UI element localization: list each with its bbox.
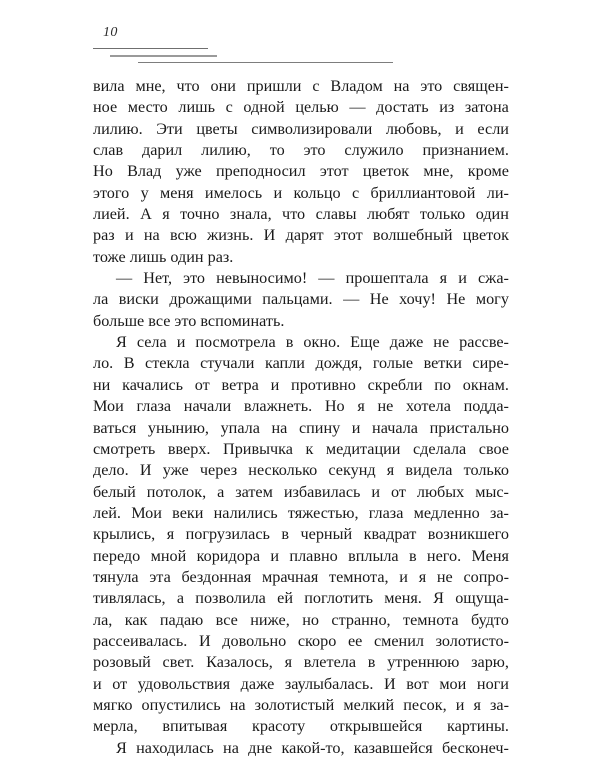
text-run: а bbox=[176, 589, 185, 608]
text-run: символизировали bbox=[251, 119, 373, 138]
text-run: мыс- bbox=[475, 482, 509, 501]
text-run: лей. bbox=[93, 503, 121, 522]
text-line bbox=[93, 610, 509, 631]
text-run: хочу! bbox=[399, 290, 436, 309]
text-run: Не bbox=[446, 290, 466, 309]
text-run: и bbox=[351, 418, 361, 437]
text-line bbox=[93, 695, 509, 716]
text-run: стекла bbox=[145, 354, 190, 373]
text-run: на bbox=[143, 226, 160, 245]
text-run: видела bbox=[405, 461, 453, 480]
text-run: мерла, bbox=[93, 717, 138, 736]
text-run: бездонная bbox=[181, 567, 252, 586]
text-run: как bbox=[124, 610, 148, 629]
text-line bbox=[93, 396, 509, 417]
text-run: погрузилась bbox=[185, 525, 270, 544]
text-run: за- bbox=[489, 503, 509, 522]
text-run: поглотить bbox=[304, 589, 373, 608]
text-run: И bbox=[139, 461, 152, 480]
text-run: веки bbox=[172, 503, 204, 522]
text-run: ла bbox=[93, 290, 109, 309]
text-run: Мои bbox=[131, 503, 162, 522]
text-run: я bbox=[284, 653, 293, 672]
text-run: глаза bbox=[368, 503, 404, 522]
text-run: имелось bbox=[204, 183, 263, 202]
text-run: мне, bbox=[135, 77, 166, 95]
text-run: дарил bbox=[142, 141, 183, 160]
header-rule-middle bbox=[110, 55, 217, 57]
text-run: на bbox=[229, 695, 246, 714]
text-run: окнам. bbox=[462, 375, 509, 394]
text-run: это bbox=[303, 141, 326, 160]
text-run: И bbox=[198, 631, 211, 650]
text-run: И bbox=[263, 226, 276, 245]
text-run: заулыбалась. bbox=[284, 674, 374, 693]
text-run: я bbox=[166, 525, 175, 544]
text-run: ли- bbox=[486, 183, 509, 202]
text-run: уже bbox=[175, 162, 202, 181]
text-run: розовый bbox=[93, 653, 151, 672]
page-number: 10 bbox=[103, 25, 118, 40]
text-run: свое bbox=[478, 439, 509, 458]
text-run: ветки bbox=[423, 354, 462, 373]
text-run: в bbox=[367, 653, 376, 672]
text-run: и bbox=[399, 567, 408, 586]
text-run: потолок, bbox=[146, 482, 207, 501]
text-run: медленно bbox=[413, 503, 480, 522]
text-run: смотреть bbox=[93, 439, 156, 458]
text-run: все bbox=[215, 610, 238, 629]
text-run: от bbox=[194, 375, 210, 394]
text-run: этого bbox=[93, 183, 130, 202]
text-run: Влад bbox=[127, 162, 162, 181]
text-run: Нет, bbox=[143, 269, 173, 288]
text-run: довольно bbox=[222, 631, 287, 650]
text-run: дне bbox=[248, 738, 273, 757]
text-line bbox=[93, 311, 509, 332]
text-run: квадрат bbox=[363, 525, 417, 544]
text-run: место bbox=[127, 98, 168, 117]
text-line bbox=[93, 546, 509, 567]
text-run: Казалось, bbox=[206, 653, 273, 672]
text-run: больше все это вспоминать. bbox=[93, 311, 285, 330]
text-run: него. bbox=[426, 546, 462, 565]
text-run: слав bbox=[93, 141, 124, 160]
text-run: любых bbox=[416, 482, 465, 501]
text-run: любовь, bbox=[385, 119, 442, 138]
text-run: секунд bbox=[328, 461, 376, 480]
text-run: странно, bbox=[331, 610, 391, 629]
text-run: — bbox=[116, 269, 133, 288]
text-run: опустились bbox=[141, 695, 221, 714]
text-run: меня. bbox=[384, 589, 422, 608]
text-run: Я bbox=[433, 589, 444, 608]
text-run: даже bbox=[389, 333, 424, 352]
text-line bbox=[93, 482, 509, 503]
text-run: я bbox=[418, 567, 427, 586]
text-run: пристально bbox=[429, 418, 509, 437]
text-run: мягко bbox=[93, 695, 133, 714]
text-run: падаю bbox=[159, 610, 204, 629]
header-rule-bottom bbox=[138, 62, 393, 63]
text-run: дело. bbox=[93, 461, 129, 480]
text-run: налились bbox=[213, 503, 278, 522]
text-run: Мои bbox=[93, 397, 124, 416]
page-header bbox=[93, 24, 508, 68]
text-run: картины. bbox=[446, 717, 509, 736]
text-run: сире- bbox=[472, 354, 509, 373]
text-run: дождя, bbox=[315, 354, 363, 373]
text-run: позволила bbox=[195, 589, 266, 608]
text-line bbox=[93, 353, 509, 374]
text-line bbox=[93, 97, 509, 118]
text-run: и bbox=[270, 375, 280, 394]
text-run: это bbox=[420, 77, 443, 95]
text-run: медитации bbox=[325, 439, 401, 458]
text-run: только bbox=[419, 205, 466, 224]
text-run: В bbox=[123, 354, 135, 373]
text-run: влажнеть. bbox=[243, 397, 313, 416]
text-run: точно bbox=[180, 205, 220, 224]
text-run: Меня bbox=[471, 546, 509, 565]
text-run: дарят bbox=[285, 226, 324, 245]
text-run: — bbox=[349, 98, 366, 117]
text-run: и bbox=[455, 695, 465, 714]
text-run: и bbox=[371, 482, 381, 501]
text-line bbox=[93, 567, 509, 588]
text-line bbox=[93, 225, 509, 246]
text-run: черный bbox=[300, 525, 353, 544]
text-run: села bbox=[136, 333, 167, 352]
paragraph bbox=[93, 738, 509, 759]
text-run: могу bbox=[475, 290, 509, 309]
text-run: знала, bbox=[229, 205, 272, 224]
text-run: затона bbox=[464, 98, 509, 117]
text-run: что bbox=[282, 205, 306, 224]
text-run: стучали bbox=[200, 354, 255, 373]
text-line bbox=[93, 268, 509, 289]
text-run: капли bbox=[264, 354, 305, 373]
text-run: уже bbox=[162, 461, 189, 480]
text-run: избавилась bbox=[283, 482, 361, 501]
text-run: признанием. bbox=[422, 141, 509, 160]
text-run: ей bbox=[277, 589, 293, 608]
text-run: темнота, bbox=[329, 567, 389, 586]
text-run: ла, bbox=[93, 610, 113, 629]
text-run: Но bbox=[324, 397, 345, 416]
text-run: меня bbox=[160, 183, 194, 202]
text-run: тоже лишь один раз. bbox=[93, 247, 234, 266]
text-run: славы bbox=[315, 205, 357, 224]
text-run: какой-то, bbox=[281, 738, 345, 757]
text-run: вила bbox=[93, 77, 125, 95]
text-run: целью bbox=[295, 98, 339, 117]
text-run: то bbox=[269, 141, 285, 160]
text-run: коридора bbox=[196, 546, 261, 565]
text-run: преподносил bbox=[215, 162, 306, 181]
text-run: мелкий bbox=[343, 695, 395, 714]
text-run: начала bbox=[372, 418, 418, 437]
text-run: качались bbox=[122, 375, 184, 394]
text-run: И bbox=[383, 674, 396, 693]
text-run: я bbox=[162, 205, 170, 224]
text-run: золотистый bbox=[254, 695, 335, 714]
text-run: Я bbox=[116, 738, 127, 757]
text-run: это bbox=[183, 269, 206, 288]
text-line bbox=[93, 289, 509, 310]
text-line bbox=[93, 119, 509, 140]
text-run: если bbox=[477, 119, 509, 138]
text-line bbox=[93, 183, 509, 204]
paragraph bbox=[93, 332, 509, 738]
text-run: пришли bbox=[246, 77, 302, 95]
text-run: я bbox=[357, 397, 365, 416]
text-run: окно. bbox=[303, 333, 341, 352]
text-line bbox=[93, 524, 509, 545]
text-run: сжа- bbox=[477, 269, 509, 288]
text-run: спину bbox=[298, 418, 341, 437]
text-run: песок, bbox=[403, 695, 447, 714]
text-run: бриллиантовой bbox=[370, 183, 476, 202]
text-line bbox=[93, 439, 509, 460]
text-run: мои bbox=[439, 674, 467, 693]
paragraph bbox=[93, 76, 509, 268]
text-line bbox=[93, 161, 509, 182]
text-run: Привычка bbox=[223, 439, 293, 458]
text-run: хотела bbox=[406, 397, 451, 416]
text-run: священ- bbox=[453, 77, 509, 95]
text-run: подда- bbox=[463, 397, 509, 416]
text-line bbox=[93, 503, 509, 524]
text-line bbox=[93, 652, 509, 673]
text-run: от bbox=[390, 482, 406, 501]
text-run: Еще bbox=[350, 333, 380, 352]
text-run: не bbox=[433, 333, 450, 352]
text-run: но bbox=[302, 610, 319, 629]
page-body-text bbox=[93, 76, 509, 759]
text-run: один bbox=[475, 205, 509, 224]
text-line bbox=[93, 76, 509, 97]
text-run: у bbox=[140, 183, 149, 202]
text-run: мрачная bbox=[261, 567, 319, 586]
text-run: лией. bbox=[93, 205, 130, 224]
text-line bbox=[93, 674, 509, 695]
text-run: скребли bbox=[367, 375, 423, 394]
text-run: служило bbox=[344, 141, 404, 160]
text-run: и bbox=[176, 333, 186, 352]
text-run: к bbox=[305, 439, 314, 458]
text-run: одной bbox=[243, 98, 285, 117]
text-run: я bbox=[386, 461, 395, 480]
paragraph bbox=[93, 268, 509, 332]
text-run: в bbox=[408, 546, 417, 565]
text-run: ветра bbox=[221, 375, 259, 394]
text-run: раз bbox=[93, 226, 115, 245]
text-line bbox=[93, 140, 509, 161]
text-run: затем bbox=[235, 482, 273, 501]
text-run: только bbox=[463, 461, 509, 480]
text-run: даже bbox=[240, 674, 275, 693]
text-run: цветы bbox=[196, 119, 238, 138]
text-run: на bbox=[393, 77, 410, 95]
text-run: на bbox=[271, 418, 288, 437]
text-run: упала bbox=[220, 418, 260, 437]
text-line bbox=[93, 631, 509, 652]
text-line bbox=[93, 738, 509, 759]
text-run: вплыла bbox=[348, 546, 399, 565]
text-run: впитывая bbox=[162, 717, 228, 736]
text-run: золотисто- bbox=[435, 631, 509, 650]
text-run: кольцо bbox=[293, 183, 341, 202]
text-line bbox=[93, 716, 509, 737]
text-run: плавно bbox=[289, 546, 338, 565]
text-run: бесконеч- bbox=[442, 738, 509, 757]
text-run: сменил bbox=[373, 631, 424, 650]
text-run: Я bbox=[116, 333, 127, 352]
text-run: утреннюю bbox=[387, 653, 460, 672]
text-run: ло. bbox=[93, 354, 114, 373]
text-run: с bbox=[225, 98, 233, 117]
text-run: влетела bbox=[303, 653, 357, 672]
text-run: и bbox=[455, 119, 464, 138]
text-run: Не bbox=[369, 290, 389, 309]
text-run: начали bbox=[183, 397, 232, 416]
text-run: не bbox=[377, 397, 394, 416]
text-run: виски bbox=[118, 290, 159, 309]
text-run: сопро- bbox=[463, 567, 509, 586]
text-run: передо bbox=[93, 546, 141, 565]
text-run: а bbox=[217, 482, 225, 501]
text-run: дрожащими bbox=[169, 290, 252, 309]
text-run: Но bbox=[93, 162, 113, 181]
text-run: ни bbox=[93, 375, 111, 394]
text-line bbox=[93, 460, 509, 481]
text-run: жизнь. bbox=[207, 226, 254, 245]
text-run: мне, bbox=[423, 162, 454, 181]
text-run: по bbox=[434, 375, 452, 394]
text-run: с bbox=[312, 77, 320, 95]
text-run: на bbox=[223, 738, 239, 757]
text-run: я bbox=[439, 269, 448, 288]
text-run: возникшего bbox=[427, 525, 509, 544]
text-line bbox=[93, 204, 509, 225]
text-run: лилию, bbox=[201, 141, 251, 160]
header-rule-top bbox=[93, 48, 208, 49]
text-run: А bbox=[140, 205, 152, 224]
text-run: и bbox=[458, 269, 467, 288]
text-run: несколько bbox=[248, 461, 318, 480]
text-run: будто bbox=[471, 610, 509, 629]
text-line bbox=[93, 375, 509, 396]
text-line bbox=[93, 332, 509, 353]
text-run: зарю, bbox=[471, 653, 509, 672]
text-run: кроме bbox=[467, 162, 509, 181]
text-run: Эти bbox=[156, 119, 183, 138]
text-run: с bbox=[351, 183, 360, 202]
text-run: в bbox=[281, 525, 290, 544]
text-run: достать bbox=[376, 98, 429, 117]
text-run: сделала bbox=[412, 439, 467, 458]
text-run: через bbox=[199, 461, 238, 480]
text-run: ниже, bbox=[250, 610, 290, 629]
text-run: лишь bbox=[178, 98, 215, 117]
text-run: любят bbox=[366, 205, 410, 224]
text-run: свет. bbox=[162, 653, 195, 672]
text-run: эта bbox=[149, 567, 171, 586]
text-run: и bbox=[93, 674, 102, 693]
text-run: прошептала bbox=[345, 269, 429, 288]
text-run: — bbox=[343, 290, 360, 309]
text-run: противно bbox=[291, 375, 356, 394]
text-run: они bbox=[210, 77, 236, 95]
text-run: всю bbox=[169, 226, 197, 245]
text-run: лилию. bbox=[93, 119, 143, 138]
text-run: казавшейся bbox=[353, 738, 433, 757]
text-run: темнота bbox=[403, 610, 459, 629]
text-run: глаза bbox=[136, 397, 172, 416]
text-run: цветок bbox=[462, 226, 509, 245]
text-run: невыносимо! bbox=[216, 269, 308, 288]
text-run: в bbox=[285, 333, 294, 352]
text-run: и bbox=[273, 183, 283, 202]
text-run: цветок bbox=[362, 162, 410, 181]
text-run: ее bbox=[347, 631, 363, 650]
text-run: ваться bbox=[93, 418, 137, 437]
text-run: от bbox=[112, 674, 128, 693]
text-run: находилась bbox=[136, 738, 214, 757]
text-run: не bbox=[436, 567, 453, 586]
text-run: из bbox=[439, 98, 455, 117]
text-run: удовольствия bbox=[137, 674, 231, 693]
text-run: скоро bbox=[297, 631, 337, 650]
text-run: и bbox=[124, 226, 134, 245]
text-run: ноги bbox=[476, 674, 509, 693]
text-run: открывшейся bbox=[329, 717, 423, 736]
text-run: ное bbox=[93, 98, 118, 117]
text-run: Владом bbox=[330, 77, 383, 95]
text-run: унынию, bbox=[147, 418, 209, 437]
text-run: красоту bbox=[252, 717, 306, 736]
text-run: пальцами. bbox=[262, 290, 333, 309]
text-run: этот bbox=[333, 226, 363, 245]
text-run: ощуща- bbox=[455, 589, 509, 608]
text-run: тянула bbox=[93, 567, 139, 586]
text-run: вот bbox=[406, 674, 429, 693]
text-run: голые bbox=[372, 354, 414, 373]
text-run: белый bbox=[93, 482, 136, 501]
text-run: этот bbox=[319, 162, 349, 181]
text-run: за- bbox=[490, 695, 509, 714]
text-run: вверх. bbox=[167, 439, 211, 458]
text-run: — bbox=[318, 269, 335, 288]
text-line bbox=[93, 418, 509, 439]
text-run: и bbox=[270, 546, 280, 565]
text-run: тяжестью, bbox=[287, 503, 359, 522]
text-run: посмотрела bbox=[195, 333, 276, 352]
text-run: рассве- bbox=[459, 333, 509, 352]
text-run: тивлялась, bbox=[93, 589, 166, 608]
text-run: что bbox=[176, 77, 200, 95]
text-run: я bbox=[473, 695, 481, 714]
text-line bbox=[93, 247, 509, 268]
text-run: крылись, bbox=[93, 525, 156, 544]
text-run: мной bbox=[150, 546, 187, 565]
text-run: рассеивалась. bbox=[93, 631, 188, 650]
text-line bbox=[93, 588, 509, 609]
text-run: волшебный bbox=[372, 226, 453, 245]
